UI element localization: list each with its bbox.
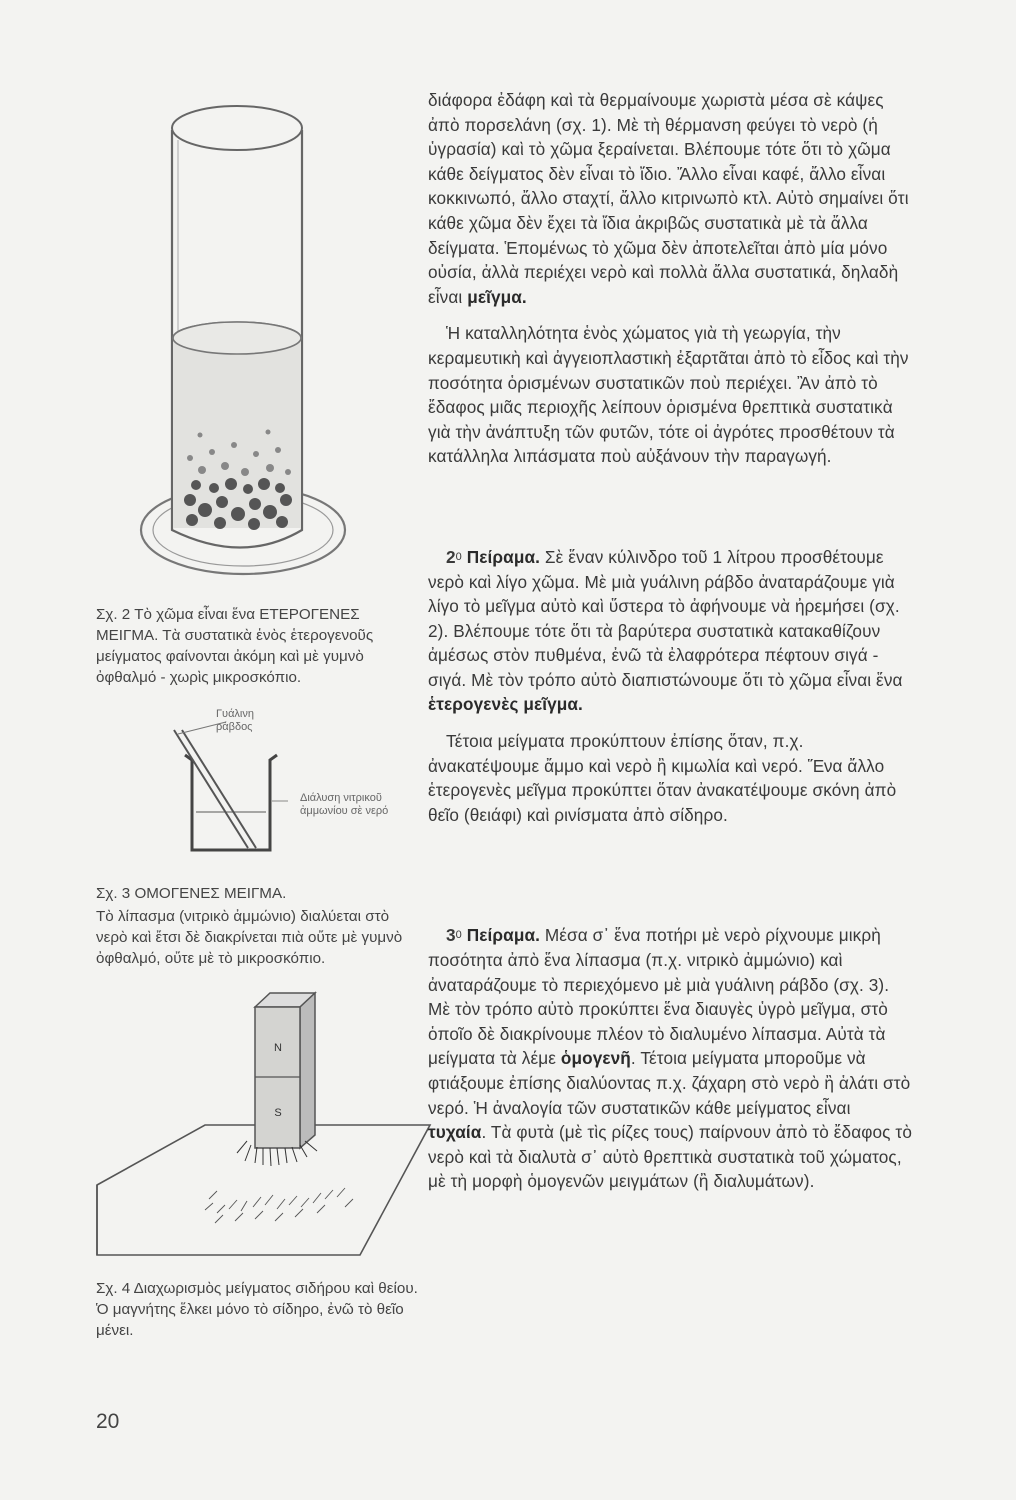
paragraph-4: Τέτοια μείγματα προκύπτουν ἐπίσης ὅταν, π.χ. ἀνακατέψουμε ἄμμο καὶ νερὸ ἢ κιμωλία καὶ νερό. Ἕνα ἄλλο ἑτερογενὲς μεῖγμα προκύπτει ὅταν ἀνακατέψουμε σκόνη ἀπὸ θεῖο (θειάφι) καὶ ρινίσματα ἀπὸ σίδηρο. [428,731,897,825]
label-solution: Διάλυση νιτρικοῦ ἀμμωνίου σὲ νερό [300,792,389,817]
paragraph-1: διάφορα ἐδάφη καὶ τὰ θερμαίνουμε χωριστὰ μέσα σὲ κάψες ἀπὸ πορσελάνη (σχ. 1). Μὲ τὴ θέρμανση φεύγει τὸ νερὸ (ἡ ὑγρασία) καὶ τὸ χῶμα ξεραίνεται. Βλέπουμε τότε ὅτι τὸ χῶμα κάθε δείγματος δὲν εἶναι τὸ ἴδιο. Ἄλλο εἶναι καφέ, ἄλλο εἶναι κοκκινωπό, ἄλλο σταχτί, ἄλλο κιτρινωπὸ κτλ. Αὐτὸ σημαίνει ὅτι κάθε χῶμα δὲν ἔχει τὰ ἴδια ἀκριβῶς συστατικὰ μὲ τὰ ἄλλα δείγματα. Ἑπομένως τὸ χῶμα δὲν ἀποτελεῖται ἀπὸ μία μόνο οὐσία, ἀλλὰ περιέχει νερὸ καὶ πολλὰ ἄλλα συστατικά, δηλαδὴ εἶναι μεῖγμα. [428,90,909,307]
experiment-2-number: 2 [446,546,456,567]
figure-3-beaker [160,700,440,870]
experiment-3-title: Πείραμα. [466,925,540,946]
experiment-3-number: 3 [446,925,456,946]
magnet-pole-n: N [274,1042,282,1054]
page-number: 20 [96,1410,120,1433]
figure-2-cylinder [130,90,360,600]
cylinder-illustration [130,90,360,600]
experiment-2-title: Πείραμα. [466,546,540,567]
experiment-3: $3^0$ Πείραμα. Μέσα σ᾽ ἕνα ποτήρι μὲ νερὸ ρίχνουμε μικρὴ ποσότητα ἀπὸ ἕνα λίπασμα (π.χ. νιτρικὸ ἀμμώνιο) καὶ ἀναταράζουμε τὸ περιεχόμενο μὲ μιὰ γυάλινη ράβδο (σχ. 3). Μὲ τὸν τρόπο αὐτὸ προκύπτει ἕνα διαυγὲς ὑγρὸ μεῖγμα, στὸ ὁποῖο δὲ διακρίνουμε πλέον τὸ διαλυμένο λίπασμα. Αὐτὰ τὰ μείγματα τὰ λέμε ὁμογενῆ. Τέτοια μείγματα μποροῦμε νὰ φτιάξουμε ἐπίσης διαλύοντας π.χ. ζάχαρη στὸ νερὸ ἢ ἁλάτι στὸ νερό. Ἡ ἀναλογία τῶν συστατικῶν κάθε μείγματος εἶναι τυχαία. Τὰ φυτὰ (μὲ τὶς ρίζες τους) παίρνουν ἀπὸ τὸ ἔδαφος τὸ νερὸ καὶ τὰ διαλυτὰ σ᾽ αὐτὸ θρεπτικὰ συστατικὰ τοῦ χώματος, μὲ τὴ μορφὴ ὁμογενῶν μειγμάτων (ἢ διαλυμάτων). [428,925,912,1192]
paragraph-2: Ἡ καταλληλότητα ἑνὸς χώματος γιὰ τὴ γεωργία, τὴν κεραμευτικὴ καὶ ἀγγειοπλαστικὴ ἐξαρτᾶται ἀπὸ τὸ εἶδος καὶ τὴν ποσότητα ὁρισμένων συστατικῶν ποὺ περιέχει. Ἂν ἀπὸ τὸ ἔδαφος μιᾶς περιοχῆς λείπουν ὁρισμένα θρεπτικὰ συστατικὰ γιὰ τὴν ἀνάπτυξη τῶν φυτῶν, τότε οἱ ἀγρότες προσθέτουν τὰ κατάλληλα λιπάσματα ποὺ αὐξάνουν τὴν παραγωγή. [428,323,909,467]
term-random: τυχαία [428,1122,482,1143]
beaker-illustration [160,700,440,870]
term-heterogeneous: ἑτερογενὲς μεῖγμα. [428,694,583,715]
experiment-2: $2^0$ Πείραμα. Σὲ ἕναν κύλινδρο τοῦ 1 λίτρου προσθέτουμε νερὸ καὶ λίγο χῶμα. Μὲ μιὰ γυάλινη ράβδο ἀναταράζουμε γιὰ λίγο τὸ μεῖγμα αὐτὸ καὶ ὕστερα τὸ ἀφήνουμε νὰ ἠρεμήσει (σχ. 2). Βλέπουμε τότε ὅτι τὰ βαρύτερα συστατικὰ κατακαθίζουν ἀμέσως στὸν πυθμένα, ἐνῶ τὰ ἐλαφρότερα πέφτουν σιγά - σιγά. Μὲ τὸν τρόπο αὐτὸ διαπιστώνουμε ὅτι τὸ χῶμα εἶναι ἕνα ἑτερογενὲς μεῖγμα. [428,546,903,715]
figure-3-caption: Τὸ λίπασμα (νιτρικὸ ἀμμώνιο) διαλύεται στὸ νερὸ καὶ ἔτσι δὲ διακρίνεται πιὰ οὔτε μὲ γυμνὸ ὀφθαλμό, οὔτε μὲ τὸ μικροσκόπιο. [96,908,403,967]
right-column [428,88,912,1194]
figure-3-caption-title: Σχ. 3 ΟΜΟΓΕΝΕΣ ΜΕΙΓΜΑ. [96,885,287,902]
magnet-pole-s: S [274,1107,282,1119]
label-glass-rod: Γυάλινη ράβδος [216,708,254,733]
term-homogeneous: ὁμογενῆ [560,1048,631,1069]
magnet-illustration [95,985,435,1275]
figure-4-magnet [95,985,435,1275]
term-mixture: μεῖγμα. [467,286,527,307]
figure-2-caption: Σχ. 2 Τὸ χῶμα εἶναι ἕνα ΕΤΕΡΟΓΕΝΕΣ ΜΕΙΓΜΑ. Τὰ συστατικὰ ἑνὸς ἑτερογενοῦς μείγματος φαίνονται ἀκόμη καὶ μὲ γυμνὸ ὀφθαλμό - χωρὶς μικροσκόπιο. [96,606,374,686]
figure-4-caption: Σχ. 4 Διαχωρισμὸς μείγματος σιδήρου καὶ θείου. Ὁ μαγνήτης ἕλκει μόνο τὸ σίδηρο, ἐνῶ τὸ θεῖο μένει. [96,1280,418,1339]
